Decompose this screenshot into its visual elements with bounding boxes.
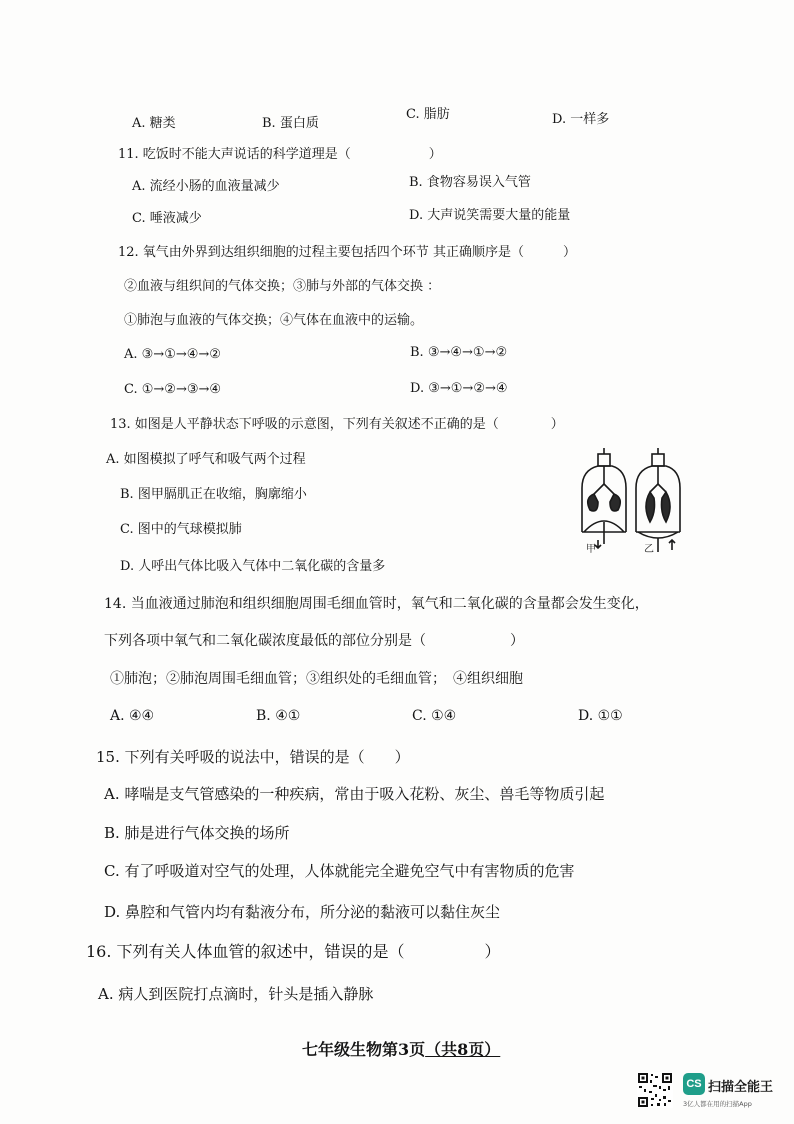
q14-items: ①肺泡；②肺泡周围毛细血管；③组织处的毛细血管； ④组织细胞 — [110, 671, 523, 687]
q15-option-c: C. 有了呼吸道对空气的处理，人体就能完全避免空气中有害物质的危害 — [104, 862, 575, 880]
q13-option-b: B. 图甲膈肌正在收缩，胸廓缩小 — [120, 487, 307, 502]
q12-line-2: ①肺泡与血液的气体交换；④气体在血液中的运输。 — [124, 313, 424, 328]
q11-option-b: B. 食物容易误入气管 — [409, 175, 531, 190]
q15-option-a: A. 哮喘是支气管感染的一种疾病，常由于吸入花粉、灰尘、兽毛等物质引起 — [104, 785, 605, 803]
q14-option-d: D. ①① — [578, 708, 623, 724]
q16-option-a: A. 病人到医院打点滴时，针头是插入静脉 — [98, 985, 374, 1003]
q13-option-d: D. 人呼出气体比吸入气体中二氧化碳的含量多 — [120, 559, 386, 574]
q10-option-b: B. 蛋白质 — [262, 116, 319, 131]
q15-option-b: B. 肺是进行气体交换的场所 — [104, 824, 290, 842]
q14-stem-line-1: 14. 当血液通过肺泡和组织细胞周围毛细血管时，氧气和二氧化碳的含量都会发生变化， — [104, 596, 649, 612]
qr-code-icon — [637, 1072, 673, 1108]
q14-stem-line-2: 下列各项中氧气和二氧化碳浓度最低的部位分别是（ ） — [104, 633, 524, 649]
figure-label-left: 甲 — [586, 544, 596, 555]
q12-stem: 12. 氧气由外界到达组织细胞的过程主要包括四个环节 其正确顺序是（ ） — [118, 245, 576, 260]
breathing-model-figure — [572, 448, 692, 558]
q10-option-c: C. 脂肪 — [406, 107, 450, 122]
q12-line-1: ②血液与组织间的气体交换；③肺与外部的气体交换 ： — [124, 279, 441, 294]
q15-option-d: D. 鼻腔和气管内均有黏液分布，所分泌的黏液可以黏住灰尘 — [104, 903, 501, 921]
q12-option-d: D. ③→①→②→④ — [410, 381, 508, 396]
camscanner-tagline: 3亿人都在用的扫描App — [683, 1100, 752, 1108]
q14-option-c: C. ①④ — [412, 708, 457, 724]
q12-option-c: C. ①→②→③→④ — [124, 382, 222, 397]
q11-stem: 11. 吃饭时不能大声说话的科学道理是（ ） — [118, 147, 442, 162]
camscanner-name: 扫描全能王 — [708, 1080, 774, 1095]
q11-option-d: D. 大声说笑需要大量的能量 — [409, 208, 571, 223]
camscanner-logo-icon: CS — [683, 1073, 705, 1095]
footer-page-count: （共8页） — [425, 1040, 501, 1059]
q11-option-a: A. 流经小肠的血液量减少 — [132, 179, 280, 194]
figure-label-right: 乙 — [644, 544, 654, 555]
q12-option-a: A. ③→①→④→② — [124, 347, 221, 362]
q13-stem: 13. 如图是人平静状态下呼吸的示意图，下列有关叙述不正确的是（ ） — [110, 417, 564, 432]
q14-option-b: B. ④① — [256, 708, 301, 724]
q13-option-a: A. 如图模拟了呼气和吸气两个过程 — [106, 452, 306, 467]
q12-option-b: B. ③→④→①→② — [410, 345, 508, 360]
q13-option-c: C. 图中的气球模拟肺 — [120, 522, 242, 537]
q14-option-a: A. ④④ — [110, 708, 155, 724]
page-footer — [302, 1042, 500, 1058]
q11-option-c: C. 唾液减少 — [132, 211, 202, 226]
q15-stem: 15. 下列有关呼吸的说法中，错误的是（ ） — [96, 748, 410, 766]
q10-option-d: D. 一样多 — [552, 112, 610, 127]
q10-option-a: A. 糖类 — [132, 116, 176, 131]
footer-title: 七年级生物第3页 — [302, 1040, 426, 1059]
q16-stem: 16. 下列有关人体血管的叙述中，错误的是（ ） — [86, 942, 501, 961]
